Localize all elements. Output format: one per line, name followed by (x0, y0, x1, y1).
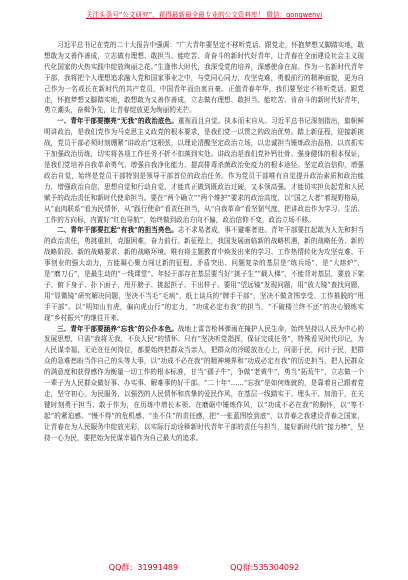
intro-paragraph (44, 40, 364, 116)
section-heading-2: 二、青年干部要扛起“有我”的担当亮色。 (57, 226, 178, 235)
promo-banner-link[interactable]: 关注头条号“公文研究”，获得最新最全最专业的公文资料库！ 微信：gongwenyi (85, 11, 323, 19)
section-heading-3: 三、青年干部要涵养“忘我”的公仆本色。 (57, 324, 178, 333)
page-footer (0, 562, 408, 574)
paragraph-text: 志不求易者成，事不避难者进。青年干部要扛起敢为人先和担当的政治责任，勇挑重担，克服困难，奋力前行。新征程上，我国发展面临新的战略机遇，新的战略任务、新的战略阶段、新的战略要求、新的战略环境。唯有将主题教育中焕发出来的学习、工作热情转化为攻坚克难、干事创业的强大动力，方能凝心聚力闯过新的征程。矛盾突出、问题复杂的基层是“练兵场”，是“大熔炉”，是“磨刀石”，是最生动的“一线课堂”。年轻干部存在基层要当好“挑子生”“载人梯”，不能背对基层，要放下架子、俯下身子、扑下面子，甩开膀子、挑起担子、干出样子。要用“望远镜”发现问题，用“放大镜”查找问题，用“显微镜”研究解决问题，坚决不当毛“毛病”，纸上谈兵的“牌手干部”，坚决不做贪图享受、工作推脱的“甩手干部”。以“明知山有虎，偏向虎山行”的定力，“功成必定有我”的担当，“不破楼兰终不还”的决心锻炼实现“乡村振兴”的继往开来。 (44, 226, 365, 322)
paragraph-text: 重视而且自觉。执本而末自从。习近平总书记深刻指出，旗帜鲜明讲政治，是我们党作为马克思主义政党的根本要求，是我们党一以贯之的政治优势。踏上新征程，迎接新挑战，党员干部必须时刻绷紧“讲政治”这根弦，以理论清醒坚定政治立场，以忠诚担当锤炼政治品格，以真抓实干加强政治历练，切实将各项工作任务不折不扣落到实处。讲政治是我们党补钙壮骨、强身健体的根本保证，是我们党培养自我革命勇气、增强自我净化能力、提高排毒杀菌政治免疫力的根本途径。坚定政治信仰，增强政治自觉，始终是党员干部特别是领导干部首位的政治任务。作为党员干部唯有自觉提升政治素质和政治能力，增强政治自信，思想自觉和行动自觉，才能真正做到既政治过硬，又本领高强。才能切实担负起党和人民赋予的政治责任和新时代使命担当。要在“两个确立”“两个维护”要求的政治高度，以“国之大者”着现野格局，从“血肉联系”看为民情怀，从“践行使命”看责任担当，从“自我革命”看坚韧气度，把讲政治作为学习、生活、工作的方向标，内置好“红色导航”，始终做到政治方向不偏，政治信仰不变，政治立场不移。 (44, 117, 365, 224)
section-paragraph-1 (44, 116, 364, 225)
footer-qq-group-1: QQ群：31991489 (108, 563, 179, 572)
section-paragraph-2 (44, 225, 364, 323)
paragraph-text: 战地上雷音枪林弹雨在掩护人民生命，始终坚持以人民为中心的发展思想，只需“我将无我，不负人民”的情怀。只有“坚决听党指挥，保证完成任务”，特殊看见时代印记，为人民谋幸福，无论在任何岗位，都要始终把群众当亲人，把群众的冷暖放在心上，问需于民，问计于民，把群众的急难愁盼当作自己的头等大事，以“功成不必在我”的精神境界和“功成必定有我”的历史担当，把人民群众的满意度和获得感作为衡量一切工作的根本标准，甘当“孺子牛”，争做“老黄牛”，勇当“拓荒牛”，立志做一个一辈子为人民群众做好事、办实事、解难事的好干部。“二十年”……“忘我”是如何炼就的，是靠着自己跟着党走，坚守初心，为民服务，以强烈的人民情怀和真挚的爱民作风，在基层一线踏实干、埋头干、加油干，在关键时刻勇于担当、敢于作为，在历练中增长本领、在磨砺中锤炼作风，以“功成不必在我”的胸怀，以“等不起”的紧迫感、“慢不得”的危机感、“坐不住”的责任感，把“一张蓝图绘到底”，以青春之我建设青春之国家，让青春在为人民服务中绽放光彩，以实际行动诠释新时代青年干部的责任与担当，接好新时代的“接力棒”，坚持一心为民，要把始为民谋幸福作为自己最大的追求。 (44, 324, 365, 442)
document-body (44, 40, 364, 444)
paragraph-text: 习近平总书记在党的二十大报告中强调：“广大青年要坚定不移听党话、跟党走，怀抱梦想又脚踏实地，敢想敢为又善作善成，立志做有理想、敢担当、能吃苦、肯奋斗的新时代好青年，让青春在全面建设社会主义现代化国家的火热实践中绽放绚丽之花。”生逢伟大时代，我深受党的培养，深感使命在肩。作为一名新时代青年干部，我将把个人理想追求融入党和国家事业之中，与党同心同力，攻坚克难，勇毅前行的精神面貌，更为自己作为一名或长在新时代的共产党员，中国青年而由衷自豪。正值青春年华，我们要坚定不移听党话、跟党走，怀抱梦想又脚踏实地，敢想敢为又善作善成，立志做有理想、敢担当、能吃苦、肯奋斗的新时代好青年，勇立潮头，奋楫争先，让青春绽放更为绚丽的光芒。 (44, 41, 364, 115)
footer-qq-group-2: QQ群:535304092 (230, 563, 300, 572)
section-paragraph-3 (44, 324, 364, 444)
section-heading-1: 一、青年干部要擦亮“无我”的政治底色。 (57, 117, 178, 126)
